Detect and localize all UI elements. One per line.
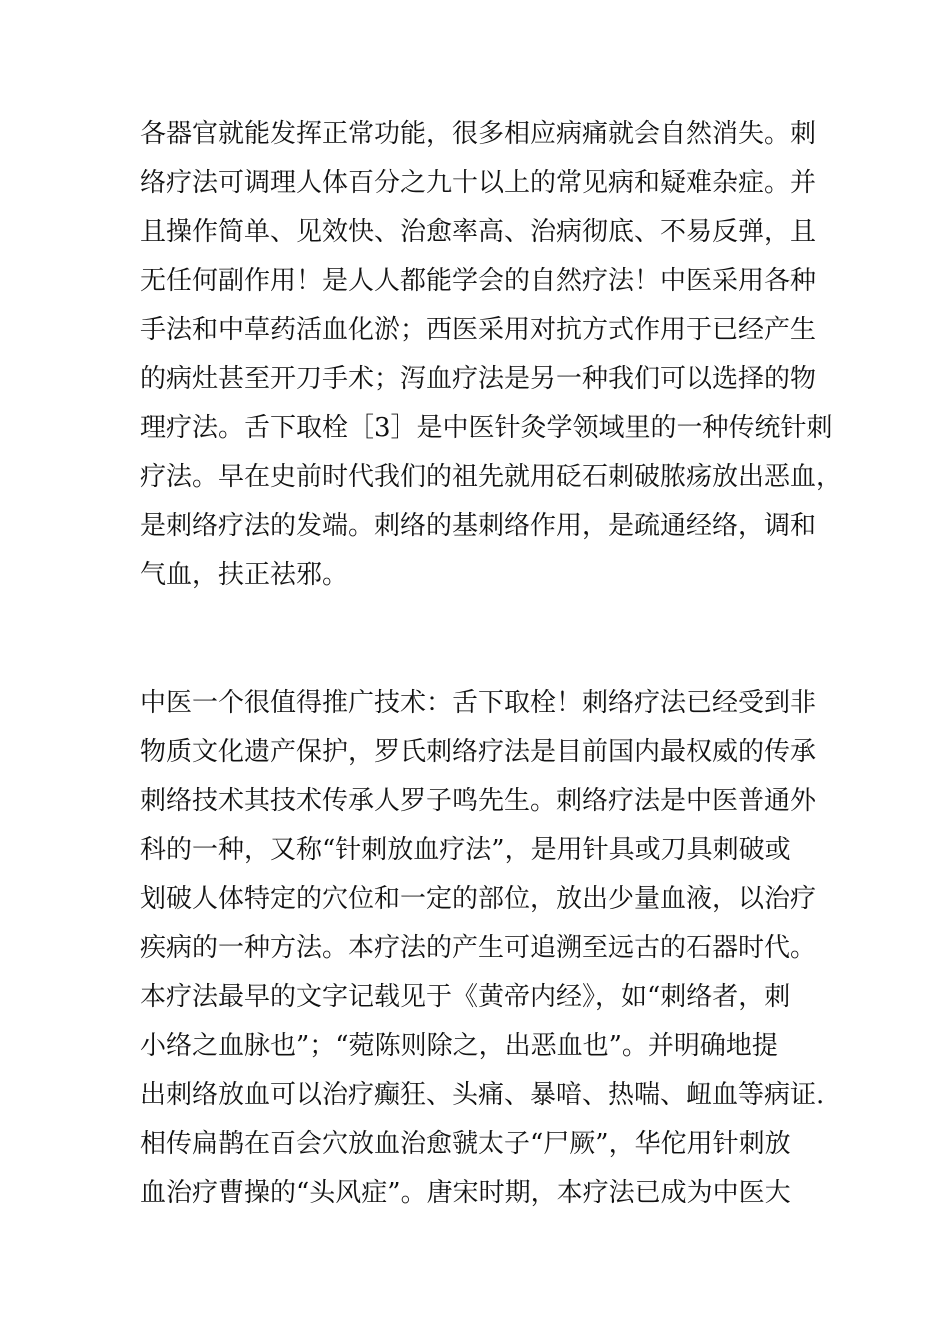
text-line: 络疗法可调理人体百分之九十以上的常见病和疑难杂症。并	[140, 168, 817, 198]
text-line: 出刺络放血可以治疗癫狂、头痛、暴喑、热喘、衄血等病证.	[140, 1080, 825, 1110]
text-line: 且操作简单、见效快、治愈率高、治病彻底、不易反弹，且	[140, 217, 817, 247]
text-line: 手法和中草药活血化淤；西医采用对抗方式作用于已经产生	[140, 315, 817, 345]
text-line: 无任何副作用！是人人都能学会的自然疗法！中医采用各种	[140, 266, 817, 296]
text-line: 各器官就能发挥正常功能，很多相应病痛就会自然消失。刺	[140, 119, 817, 149]
text-line: 相传扁鹊在百会穴放血治愈虢太子“尸厥”，华佗用针刺放	[140, 1129, 791, 1159]
text-line: 本疗法最早的文字记载见于《黄帝内经》，如“刺络者，刺	[140, 982, 791, 1012]
text-line: 刺络技术其技术传承人罗子鸣先生。刺络疗法是中医普通外	[140, 786, 817, 816]
text-line: 的病灶甚至开刀手术；泻血疗法是另一种我们可以选择的物	[140, 364, 817, 394]
text-line: 是刺络疗法的发端。刺络的基刺络作用，是疏通经络，调和	[140, 511, 817, 541]
text-line: 划破人体特定的穴位和一定的部位，放出少量血液，以治疗	[140, 884, 817, 914]
text-line: 科的一种，又称“针刺放血疗法”，是用针具或刀具刺破或	[140, 835, 791, 865]
text-line: 理疗法。舌下取栓［3］是中医针灸学领域里的一种传统针刺	[140, 413, 833, 443]
text-line: 疾病的一种方法。本疗法的产生可追溯至远古的石器时代。	[140, 933, 817, 963]
text-line: 中医一个很值得推广技术：舌下取栓！刺络疗法已经受到非	[140, 688, 817, 718]
text-line: 血治疗曹操的“头风症”。唐宋时期，本疗法已成为中医大	[140, 1178, 791, 1208]
text-line: 气血，扶正祛邪。	[140, 560, 349, 590]
paragraph-2	[140, 679, 824, 1218]
text-line: 物质文化遗产保护，罗氏刺络疗法是目前国内最权威的传承	[140, 737, 817, 767]
text-line: 疗法。早在史前时代我们的祖先就用砭石刺破脓疡放出恶血，	[140, 462, 843, 492]
paragraph-1	[140, 110, 842, 600]
text-line: 小络之血脉也”；“菀陈则除之，出恶血也”。并明确地提	[140, 1031, 778, 1061]
